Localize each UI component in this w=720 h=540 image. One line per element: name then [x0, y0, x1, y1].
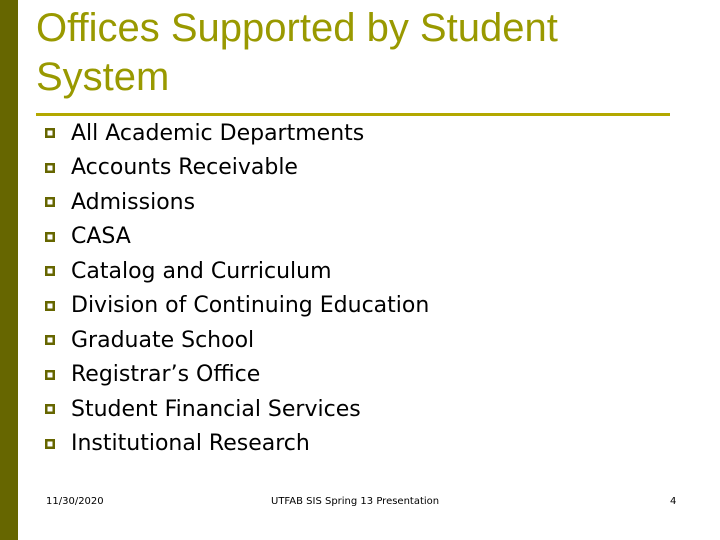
- bullet-item: [44, 254, 429, 289]
- hollow-square-bullet-icon: [44, 196, 56, 208]
- bullet-text: Registrar’s Office: [71, 362, 261, 388]
- hollow-square-bullet-icon: [44, 265, 56, 277]
- bullet-item: [44, 151, 429, 186]
- bullet-item: [44, 116, 429, 151]
- bullet-text: Institutional Research: [71, 431, 310, 457]
- footer-presentation-title: UTFAB SIS Spring 13 Presentation: [271, 496, 440, 507]
- bullet-text: Accounts Receivable: [71, 155, 298, 181]
- bullet-text: CASA: [71, 224, 131, 250]
- hollow-square-bullet-icon: [44, 403, 56, 415]
- hollow-square-bullet-icon: [44, 231, 56, 243]
- bullet-item: [44, 358, 429, 393]
- left-accent-bar: [0, 0, 18, 540]
- bullet-text: Catalog and Curriculum: [71, 258, 332, 284]
- bullet-item: [44, 427, 429, 462]
- hollow-square-bullet-icon: [44, 334, 56, 346]
- bullet-text: Admissions: [71, 189, 196, 215]
- bullet-text: All Academic Departments: [71, 120, 365, 146]
- bullet-item: [44, 392, 429, 427]
- slide-title: Offices Supported by Student System: [36, 6, 558, 99]
- hollow-square-bullet-icon: [44, 127, 56, 139]
- hollow-square-bullet-icon: [44, 369, 56, 381]
- bullet-text: Division of Continuing Education: [71, 293, 430, 319]
- footer-page-number: 4: [670, 496, 677, 507]
- hollow-square-bullet-icon: [44, 162, 56, 174]
- bullet-text: Graduate School: [71, 327, 255, 353]
- hollow-square-bullet-icon: [44, 300, 56, 312]
- bullet-text: Student Financial Services: [71, 396, 361, 422]
- bullet-list: [44, 116, 429, 461]
- hollow-square-bullet-icon: [44, 438, 56, 450]
- footer-date: 11/30/2020: [46, 496, 104, 507]
- bullet-item: [44, 289, 429, 324]
- bullet-item: [44, 185, 429, 220]
- bullet-item: [44, 323, 429, 358]
- bullet-item: [44, 220, 429, 255]
